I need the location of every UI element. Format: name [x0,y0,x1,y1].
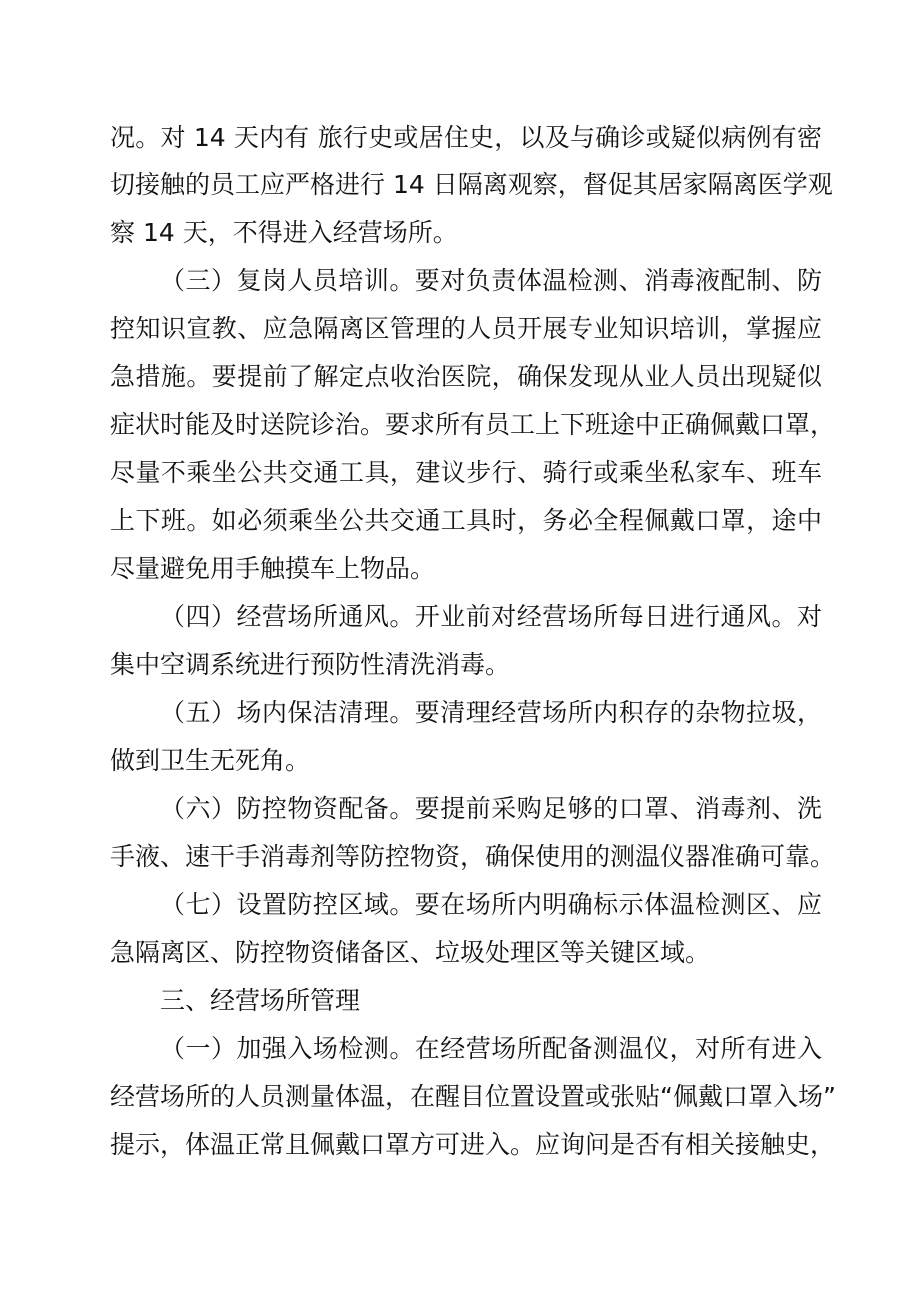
text-line: （五）场内保洁清理。要清理经营场所内积存的杂物拉圾， [160,698,822,727]
text-line: 察 14 天，不得进入经营场所。 [110,218,458,247]
text-line: 经营场所的人员测量体温，在醒目位置设置或张贴“佩戴口罩入场” [110,1082,836,1111]
section-heading: 三、经营场所管理 [160,986,361,1015]
text-line: 尽量不乘坐公共交通工具，建议步行、骑行或乘坐私家车、班车 [110,458,822,487]
text-line: 提示，体温正常且佩戴口罩方可进入。应询问是否有相关接触史， [110,1130,836,1159]
text-line: 集中空调系统进行预防性清洗消毒。 [110,650,511,679]
text-line: 做到卫生无死角。 [110,746,311,775]
text-line: 急隔离区、防控物资储备区、垃圾处理区等关键区域。 [110,938,711,967]
text-line: （三）复岗人员培训。要对负责体温检测、消毒液配制、防 [160,266,822,295]
text-line: （七）设置防控区域。要在场所内明确标示体温检测区、应 [160,890,822,919]
text-line: 切接触的员工应严格进行 14 日隔离观察，督促其居家隔离医学观 [110,170,833,199]
text-line: 急措施。要提前了解定点收治医院，确保发现从业人员出现疑似 [110,362,822,391]
text-line: 尽量避免用手触摸车上物品。 [110,554,436,583]
text-line: 手液、速干手消毒剂等防控物资，确保使用的测温仪器准确可靠。 [110,842,836,871]
text-line: 症状时能及时送院诊治。要求所有员工上下班途中正确佩戴口罩， [110,410,836,439]
text-line: 上下班。如必须乘坐公共交通工具时，务必全程佩戴口罩，途中 [110,506,822,535]
text-line: （六）防控物资配备。要提前采购足够的口罩、消毒剂、洗 [160,794,822,823]
text-line: （四）经营场所通风。开业前对经营场所每日进行通风。对 [160,602,822,631]
text-line: 况。对 14 天内有 旅行史或居住史，以及与确诊或疑似病例有密 [110,123,822,152]
text-line: 控知识宣教、应急隔离区管理的人员开展专业知识培训，掌握应 [110,314,822,343]
text-line: （一）加强入场检测。在经营场所配备测温仪，对所有进入 [160,1034,822,1063]
